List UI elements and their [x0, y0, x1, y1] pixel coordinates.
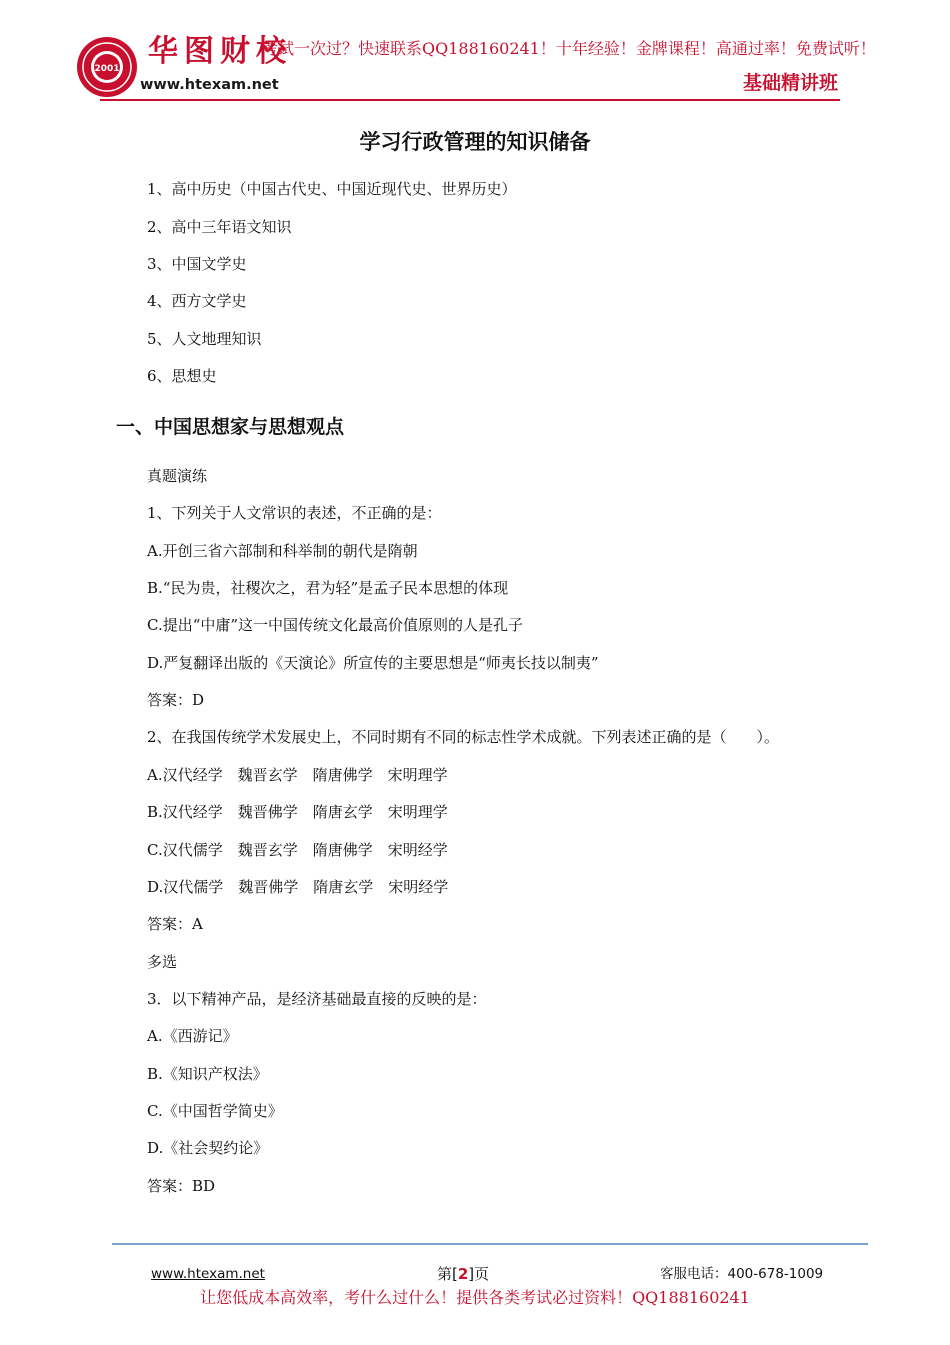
prereq-item: 4、西方文学史 [147, 292, 247, 310]
answer-key: 答案：BD [147, 1177, 216, 1195]
header-promo-text: 考试一次过？快速联系QQ188160241！十年经验！金牌课程！高通过率！免费试听！ [262, 39, 876, 58]
footer-slogan: 让您低成本高效率，考什么过什么！提供各类考试必过资料！QQ188160241 [200, 1288, 750, 1307]
question-text: 1、下列关于人文常识的表述，不正确的是： [147, 504, 442, 522]
school-seal-logo [76, 36, 138, 98]
page-suffix: ]页 [468, 1265, 490, 1283]
answer-option: D.严复翻译出版的《天演论》所宣传的主要思想是“师夷长技以制夷” [147, 654, 599, 672]
answer-key: 答案：A [147, 915, 203, 933]
footer-divider [112, 1243, 868, 1245]
header-site-url[interactable]: www.htexam.net [140, 77, 279, 93]
multi-choice-label: 多选 [147, 953, 178, 971]
service-phone: 客服电话：400-678-1009 [660, 1266, 824, 1282]
prereq-item: 2、高中三年语文知识 [147, 218, 292, 236]
answer-option: D.《社会契约论》 [147, 1139, 269, 1157]
course-name: 基础精讲班 [742, 72, 838, 94]
question-text: 2、在我国传统学术发展史上，不同时期有不同的标志性学术成就。下列表述正确的是（ ）。 [147, 728, 780, 746]
answer-option: C.提出“中庸”这一中国传统文化最高价值原则的人是孔子 [147, 616, 524, 634]
prereq-item: 3、中国文学史 [147, 255, 247, 273]
answer-option: A.汉代经学 魏晋玄学 隋唐佛学 宋明理学 [147, 766, 448, 784]
page-prefix: 第[ [437, 1265, 458, 1283]
answer-option: B.“民为贵，社稷次之，君为轻”是孟子民本思想的体现 [147, 579, 509, 597]
prereq-item: 1、高中历史（中国古代史、中国近现代史、世界历史） [147, 180, 517, 198]
page-number [437, 1264, 489, 1284]
header-divider [100, 99, 840, 101]
brand-name: 华图财校 [148, 34, 292, 69]
answer-option: B.《知识产权法》 [147, 1065, 268, 1083]
answer-option: C.汉代儒学 魏晋玄学 隋唐佛学 宋明经学 [147, 841, 448, 859]
page-number-value: 2 [457, 1265, 469, 1283]
answer-key: 答案：D [147, 691, 205, 709]
answer-option: D.汉代儒学 魏晋佛学 隋唐玄学 宋明经学 [147, 878, 449, 896]
answer-option: A.《西游记》 [147, 1027, 238, 1045]
logo-year: 2001 [94, 64, 120, 74]
section-heading: 一、中国思想家与思想观点 [116, 416, 345, 438]
answer-option: A.开创三省六部制和科举制的朝代是隋朝 [147, 542, 418, 560]
prereq-item: 5、人文地理知识 [147, 330, 262, 348]
practice-label: 真题演练 [147, 467, 208, 485]
question-text: 3．以下精神产品，是经济基础最直接的反映的是： [147, 990, 487, 1008]
page-title: 学习行政管理的知识储备 [359, 130, 591, 154]
footer-site-link[interactable]: www.htexam.net [151, 1266, 265, 1282]
answer-option: B.汉代经学 魏晋佛学 隋唐玄学 宋明理学 [147, 803, 448, 821]
prereq-item: 6、思想史 [147, 367, 217, 385]
answer-option: C.《中国哲学简史》 [147, 1102, 283, 1120]
